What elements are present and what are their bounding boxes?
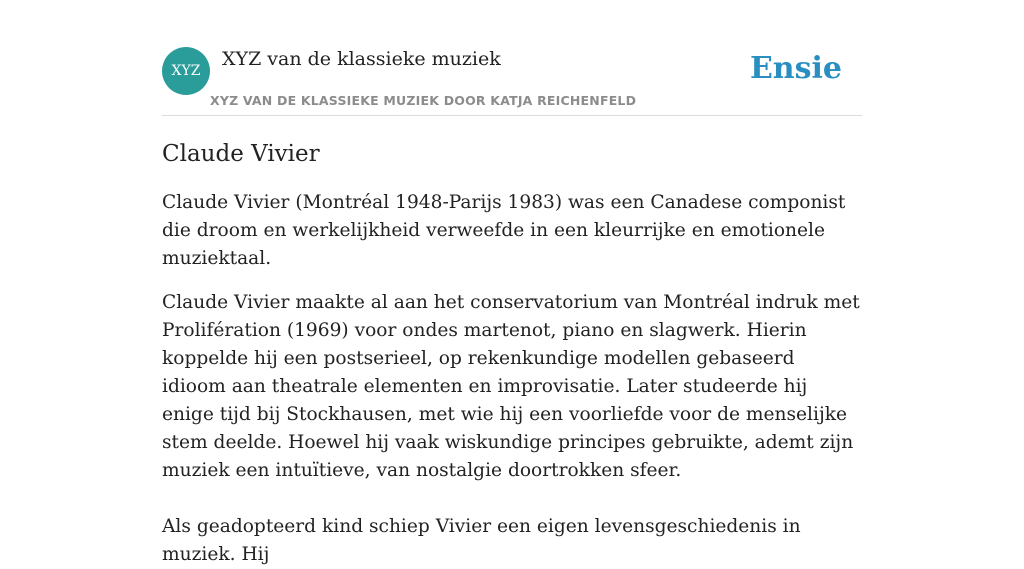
site-title[interactable]: XYZ van de klassieke muziek [222,48,501,70]
article-title: Claude Vivier [162,141,320,167]
site-avatar[interactable]: XYZ [162,47,210,95]
article-paragraph-intro: Claude Vivier (Montréal 1948-Parijs 1983) was een Canadese componist die droom en werkelijkheid verweefde in een kleurrijke en emotionele muziektaal. [162,192,846,269]
site-header [162,44,862,116]
article-paragraph: Als geadopteerd kind schiep Vivier een eigen levensgeschiedenis in muziek. Hij [162,516,801,565]
brand-logo[interactable]: Ensie [749,51,842,86]
article-paragraph: Claude Vivier maakte al aan het conservatorium van Montréal indruk met Prolifération (1969) voor ondes martenot, piano en slagwerk. Hierin koppelde hij een postserieel, op rekenkundige modellen gebaseerd idioom aan theatrale elementen en improvisatie. Later studeerde hij enige tijd bij Stockhausen, met wie hij een voorliefde voor de menselijke stem deelde. Hoewel hij vaak wiskundige principes gebruikte, ademt zijn muziek een intuïtieve, van nostalgie doortrokken sfeer. [162,292,860,481]
site-subtitle: XYZ VAN DE KLASSIEKE MUZIEK DOOR KATJA REICHENFELD [210,93,637,108]
article-body [162,137,862,569]
